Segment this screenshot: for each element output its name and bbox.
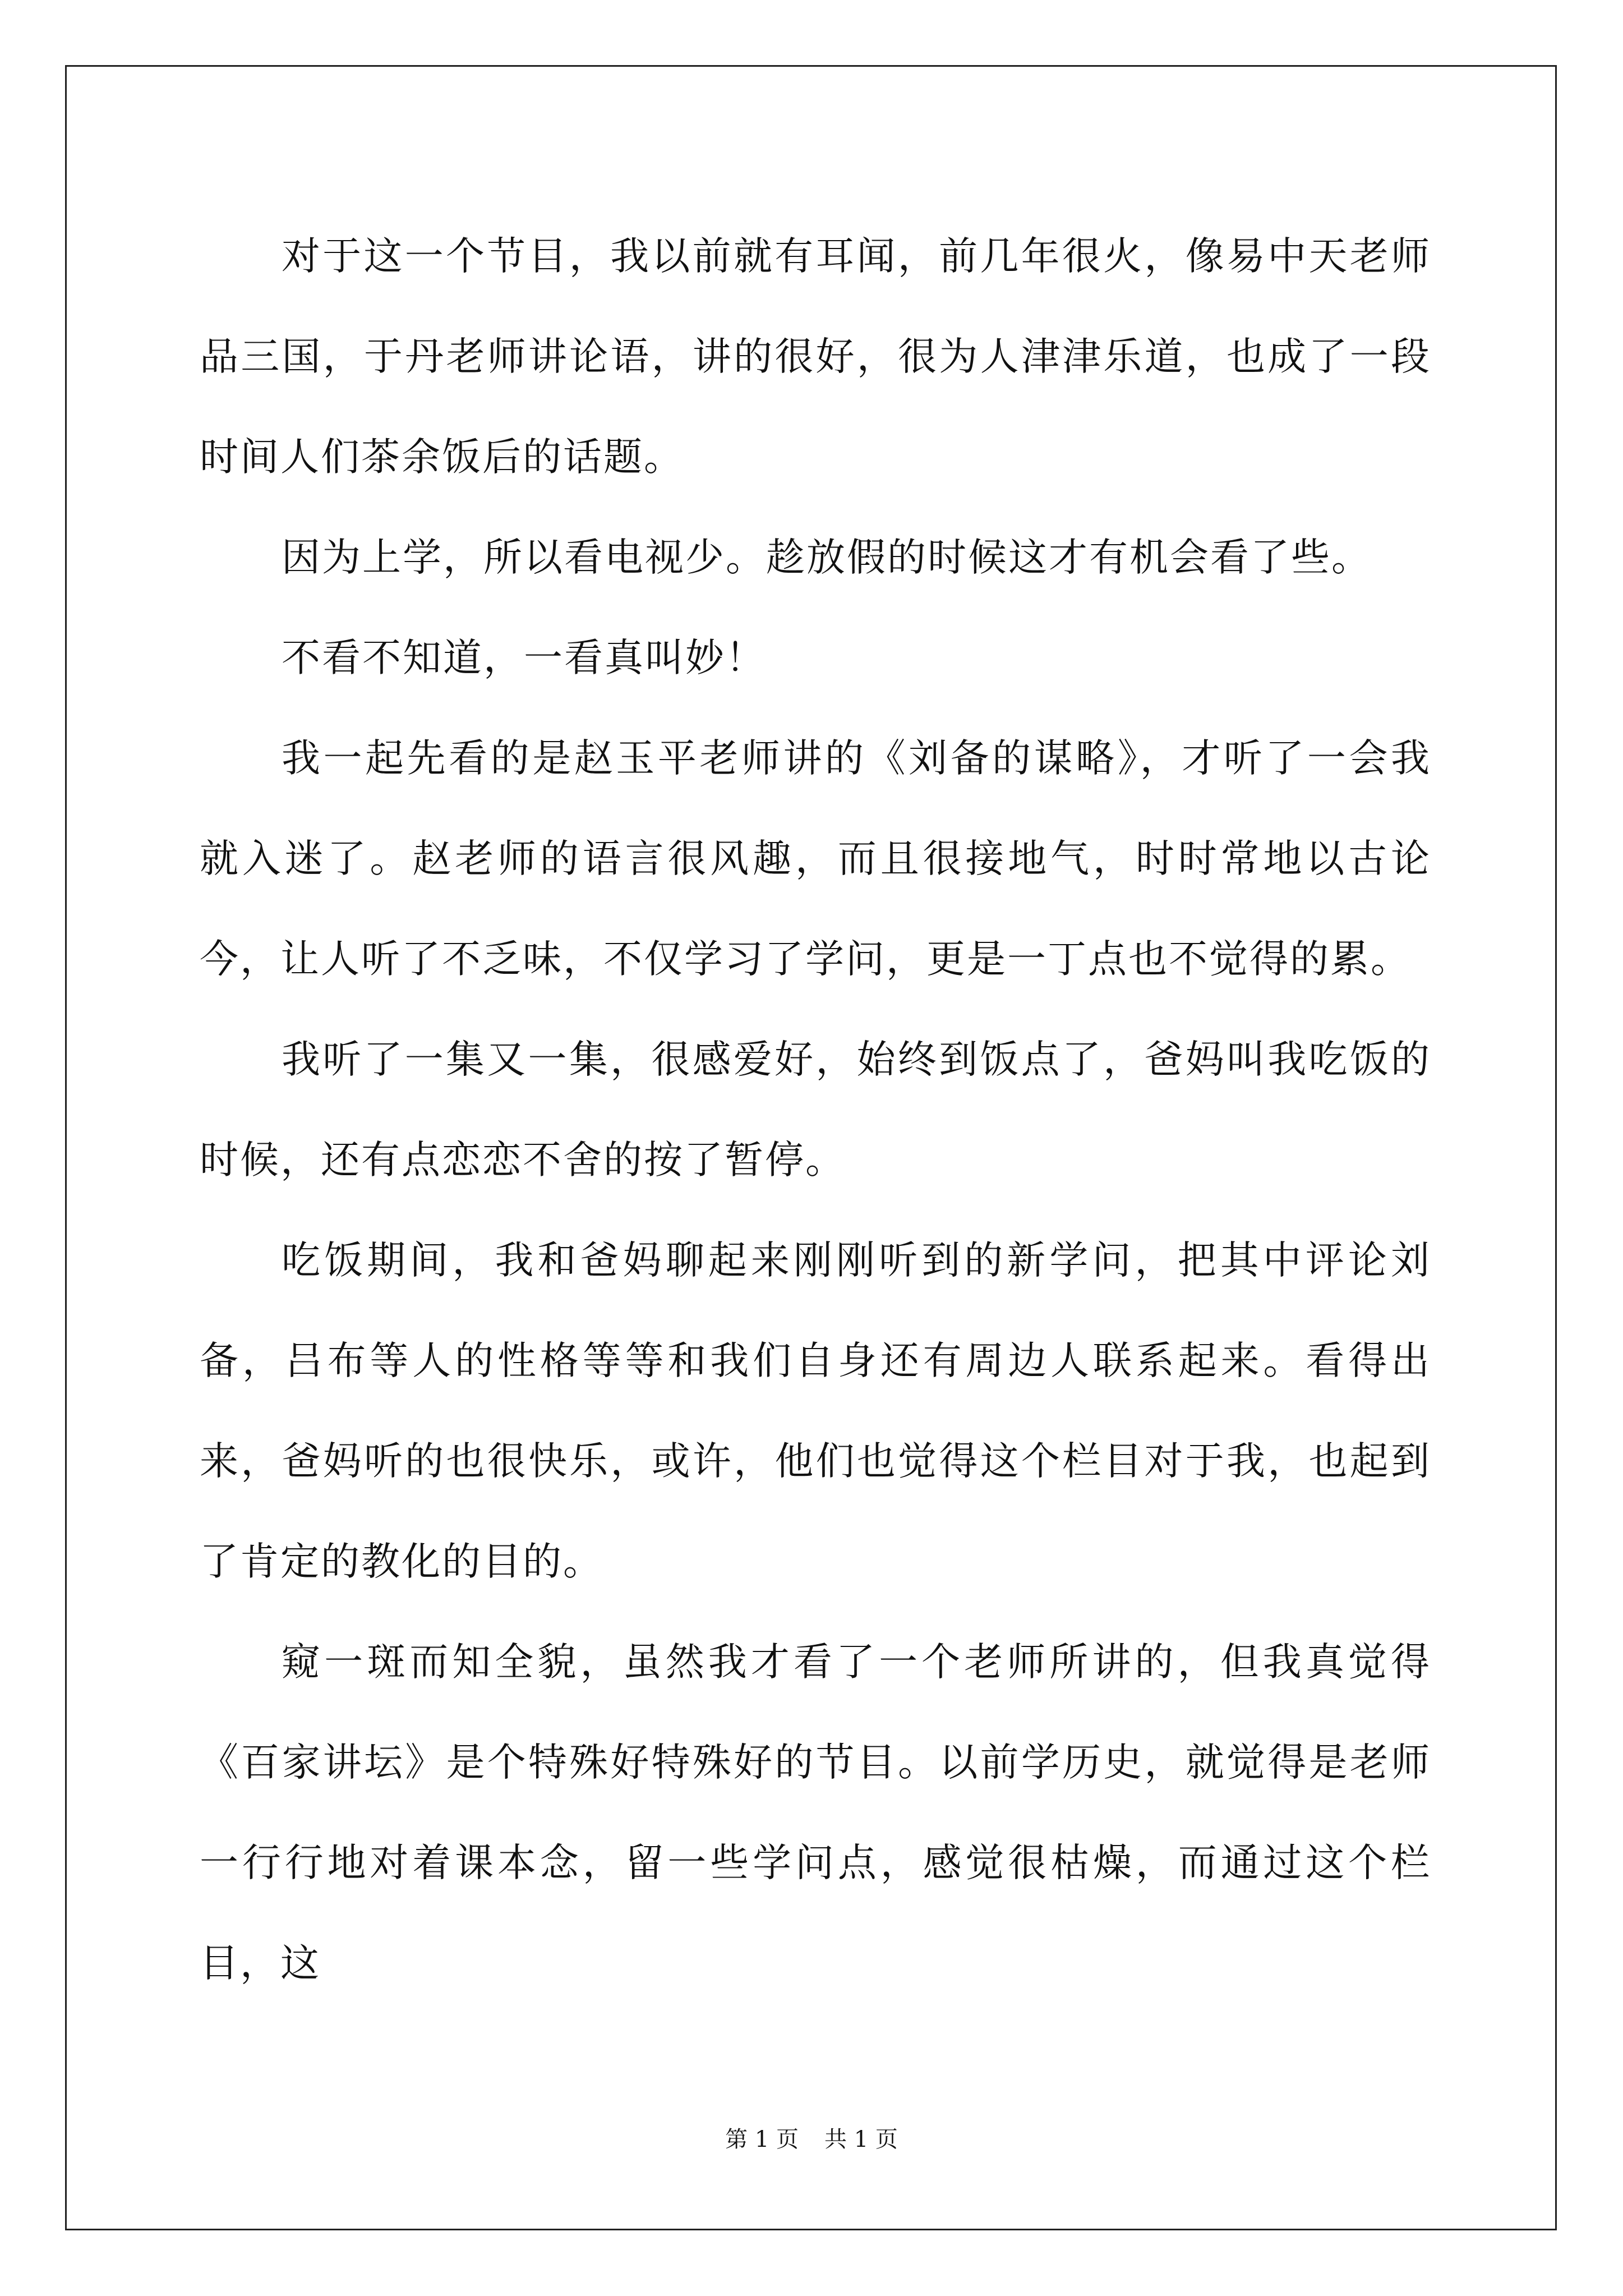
paragraph-line: 对于这一个节目，我以前就有耳闻，前几年很火，像易中天老师 — [282, 234, 1431, 279]
document-body — [200, 206, 1431, 2014]
paragraph-line: 时间人们茶余饭后的话题。 — [200, 435, 684, 480]
paragraph-p4 — [200, 708, 1431, 1010]
page-number: 第 1 页 — [725, 2127, 799, 2152]
paragraph-p2 — [200, 508, 1431, 608]
paragraph-p6 — [200, 1211, 1431, 1612]
paragraph-line: 时候，还有点恋恋不舍的按了暂停。 — [200, 1138, 846, 1182]
paragraph-line: 因为上学，所以看电视少。趁放假的时候这才有机会看了些。 — [282, 535, 1372, 580]
paragraph-line: 我听了一集又一集，很感爱好，始终到饭点了，爸妈叫我吃饭的 — [282, 1037, 1431, 1082]
paragraph-p3 — [200, 608, 1431, 708]
paragraph-line: 家讲坛》是个特殊好特殊好的节目。以前学历史，就觉得是老师一行 — [200, 1740, 1432, 1885]
paragraph-line: 让人听了不乏味，不仅学习了学问，更是一丁点也不觉得的累。 — [280, 937, 1411, 982]
paragraph-p5 — [200, 1010, 1431, 1211]
paragraph-line: 的教化的目的。 — [321, 1539, 603, 1584]
page-footer — [0, 2126, 1623, 2153]
paragraph-p1 — [200, 206, 1431, 508]
paragraph-line: 妈听的也很快乐，或许，他们也觉得这个栏目对于我，也起到了肯定 — [200, 1439, 1432, 1584]
paragraph-line: 我一起先看的是赵玉平老师讲的《刘备的谋略》，才听了一会我就 — [200, 736, 1431, 881]
page-total: 共 1 页 — [824, 2127, 898, 2152]
paragraph-line: 窥一斑而知全貌，虽然我才看了一个老师所讲的，但我真觉得《百 — [200, 1640, 1431, 1785]
paragraph-p7 — [200, 1612, 1431, 2014]
paragraph-line: 不看不知道，一看真叫妙！ — [282, 636, 766, 680]
paragraph-line: 吃饭期间，我和爸妈聊起来刚刚听到的新学问，把其中评论刘备， — [200, 1238, 1431, 1383]
paragraph-line: 行地对着课本念，留一些学问点，感觉很枯燥，而通过这个栏目，这 — [200, 1841, 1432, 1986]
paragraph-line: 品三国，于丹老师讲论语，讲的很好，很为人津津乐道，也成了一段 — [200, 334, 1431, 379]
paragraph-line: 入迷了。赵老师的语言很风趣，而且很接地气，时时常地以古论今， — [200, 836, 1432, 982]
paragraph-line: 吕布等人的性格等等和我们自身还有周边人联系起来。看得出来，爸 — [200, 1338, 1432, 1484]
